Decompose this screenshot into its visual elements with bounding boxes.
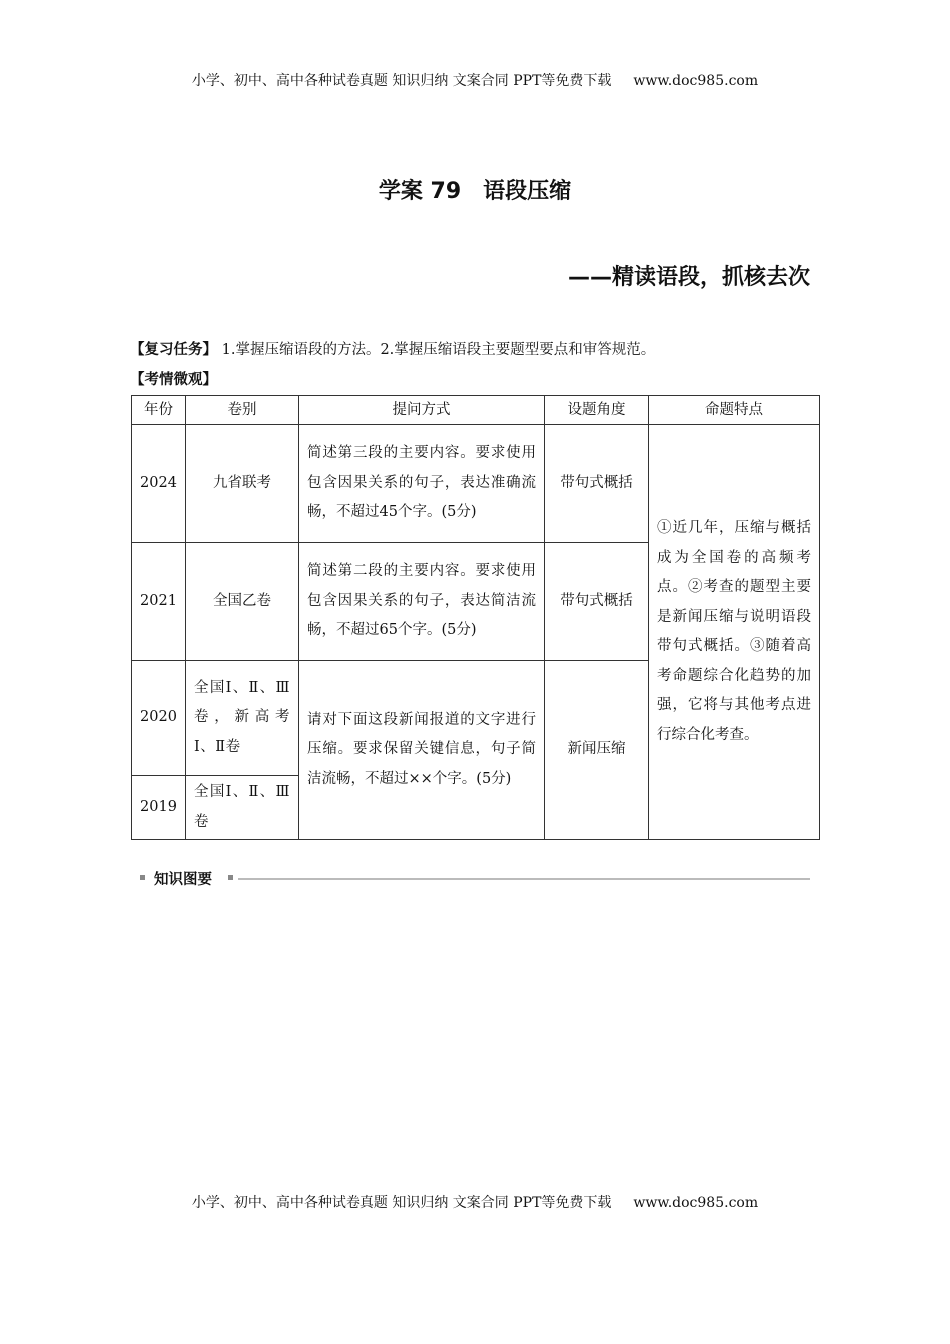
header-text: 小学、初中、高中各种试卷真题 知识归纳 文案合同 PPT等免费下载: [191, 73, 612, 89]
header-year: 年份: [132, 396, 186, 425]
table-row: [132, 425, 820, 543]
cell-paper: 九省联考: [186, 425, 299, 543]
cell-question: 简述第二段的主要内容。要求使用包含因果关系的句子，表达简洁流畅，不超过65个字。(5分): [299, 543, 545, 661]
section-knowledge-map: [140, 868, 810, 890]
cell-paper: 全国乙卷: [186, 543, 299, 661]
header-angle: 设题角度: [545, 396, 649, 425]
header-paper: 卷别: [186, 396, 299, 425]
cell-features: ①近几年，压缩与概括成为全国卷的高频考点。②考查的题型主要是新闻压缩与说明语段带句式概括。③随着高考命题综合化趋势的加强，它将与其他考点进行综合化考查。: [649, 425, 820, 840]
review-task-label: 【复习任务】: [130, 342, 217, 358]
cell-angle: 带句式概括: [545, 425, 649, 543]
section-bullet-left: [140, 875, 145, 880]
page-footer: [0, 1192, 950, 1212]
cell-question: 请对下面这段新闻报道的文字进行压缩。要求保留关键信息，句子简洁流畅，不超过××个字。(5分): [299, 661, 545, 840]
page-header: [0, 70, 950, 90]
cell-year: 2019: [132, 776, 186, 840]
footer-text: 小学、初中、高中各种试卷真题 知识归纳 文案合同 PPT等免费下载: [191, 1195, 612, 1211]
table-header-row: [132, 396, 820, 425]
page-title: 学案 79 语段压缩: [378, 179, 572, 204]
section-bullet-right: [228, 875, 233, 880]
cell-question: 简述第三段的主要内容。要求使用包含因果关系的句子，表达准确流畅，不超过45个字。(5分): [299, 425, 545, 543]
cell-year: 2024: [132, 425, 186, 543]
cell-angle: 带句式概括: [545, 543, 649, 661]
section-label: 知识图要: [154, 872, 212, 888]
header-url[interactable]: www.doc985.com: [633, 73, 759, 89]
cell-year: 2021: [132, 543, 186, 661]
cell-paper: 全国Ⅰ、Ⅱ、Ⅲ卷，新高考Ⅰ、Ⅱ卷: [186, 661, 299, 776]
section-divider: [238, 878, 810, 880]
cell-paper: 全国Ⅰ、Ⅱ、Ⅲ卷: [186, 776, 299, 840]
footer-url[interactable]: www.doc985.com: [633, 1195, 759, 1211]
page-subtitle: ——精读语段，抓核去次: [567, 265, 810, 290]
exam-overview-label: 【考情微观】: [130, 372, 217, 388]
cell-angle: 新闻压缩: [545, 661, 649, 840]
header-features: 命题特点: [649, 396, 820, 425]
exam-table: [131, 395, 820, 840]
review-task: [130, 338, 655, 359]
header-question: 提问方式: [299, 396, 545, 425]
cell-year: 2020: [132, 661, 186, 776]
review-task-text: 1.掌握压缩语段的方法。2.掌握压缩语段主要题型要点和审答规范。: [221, 342, 656, 358]
